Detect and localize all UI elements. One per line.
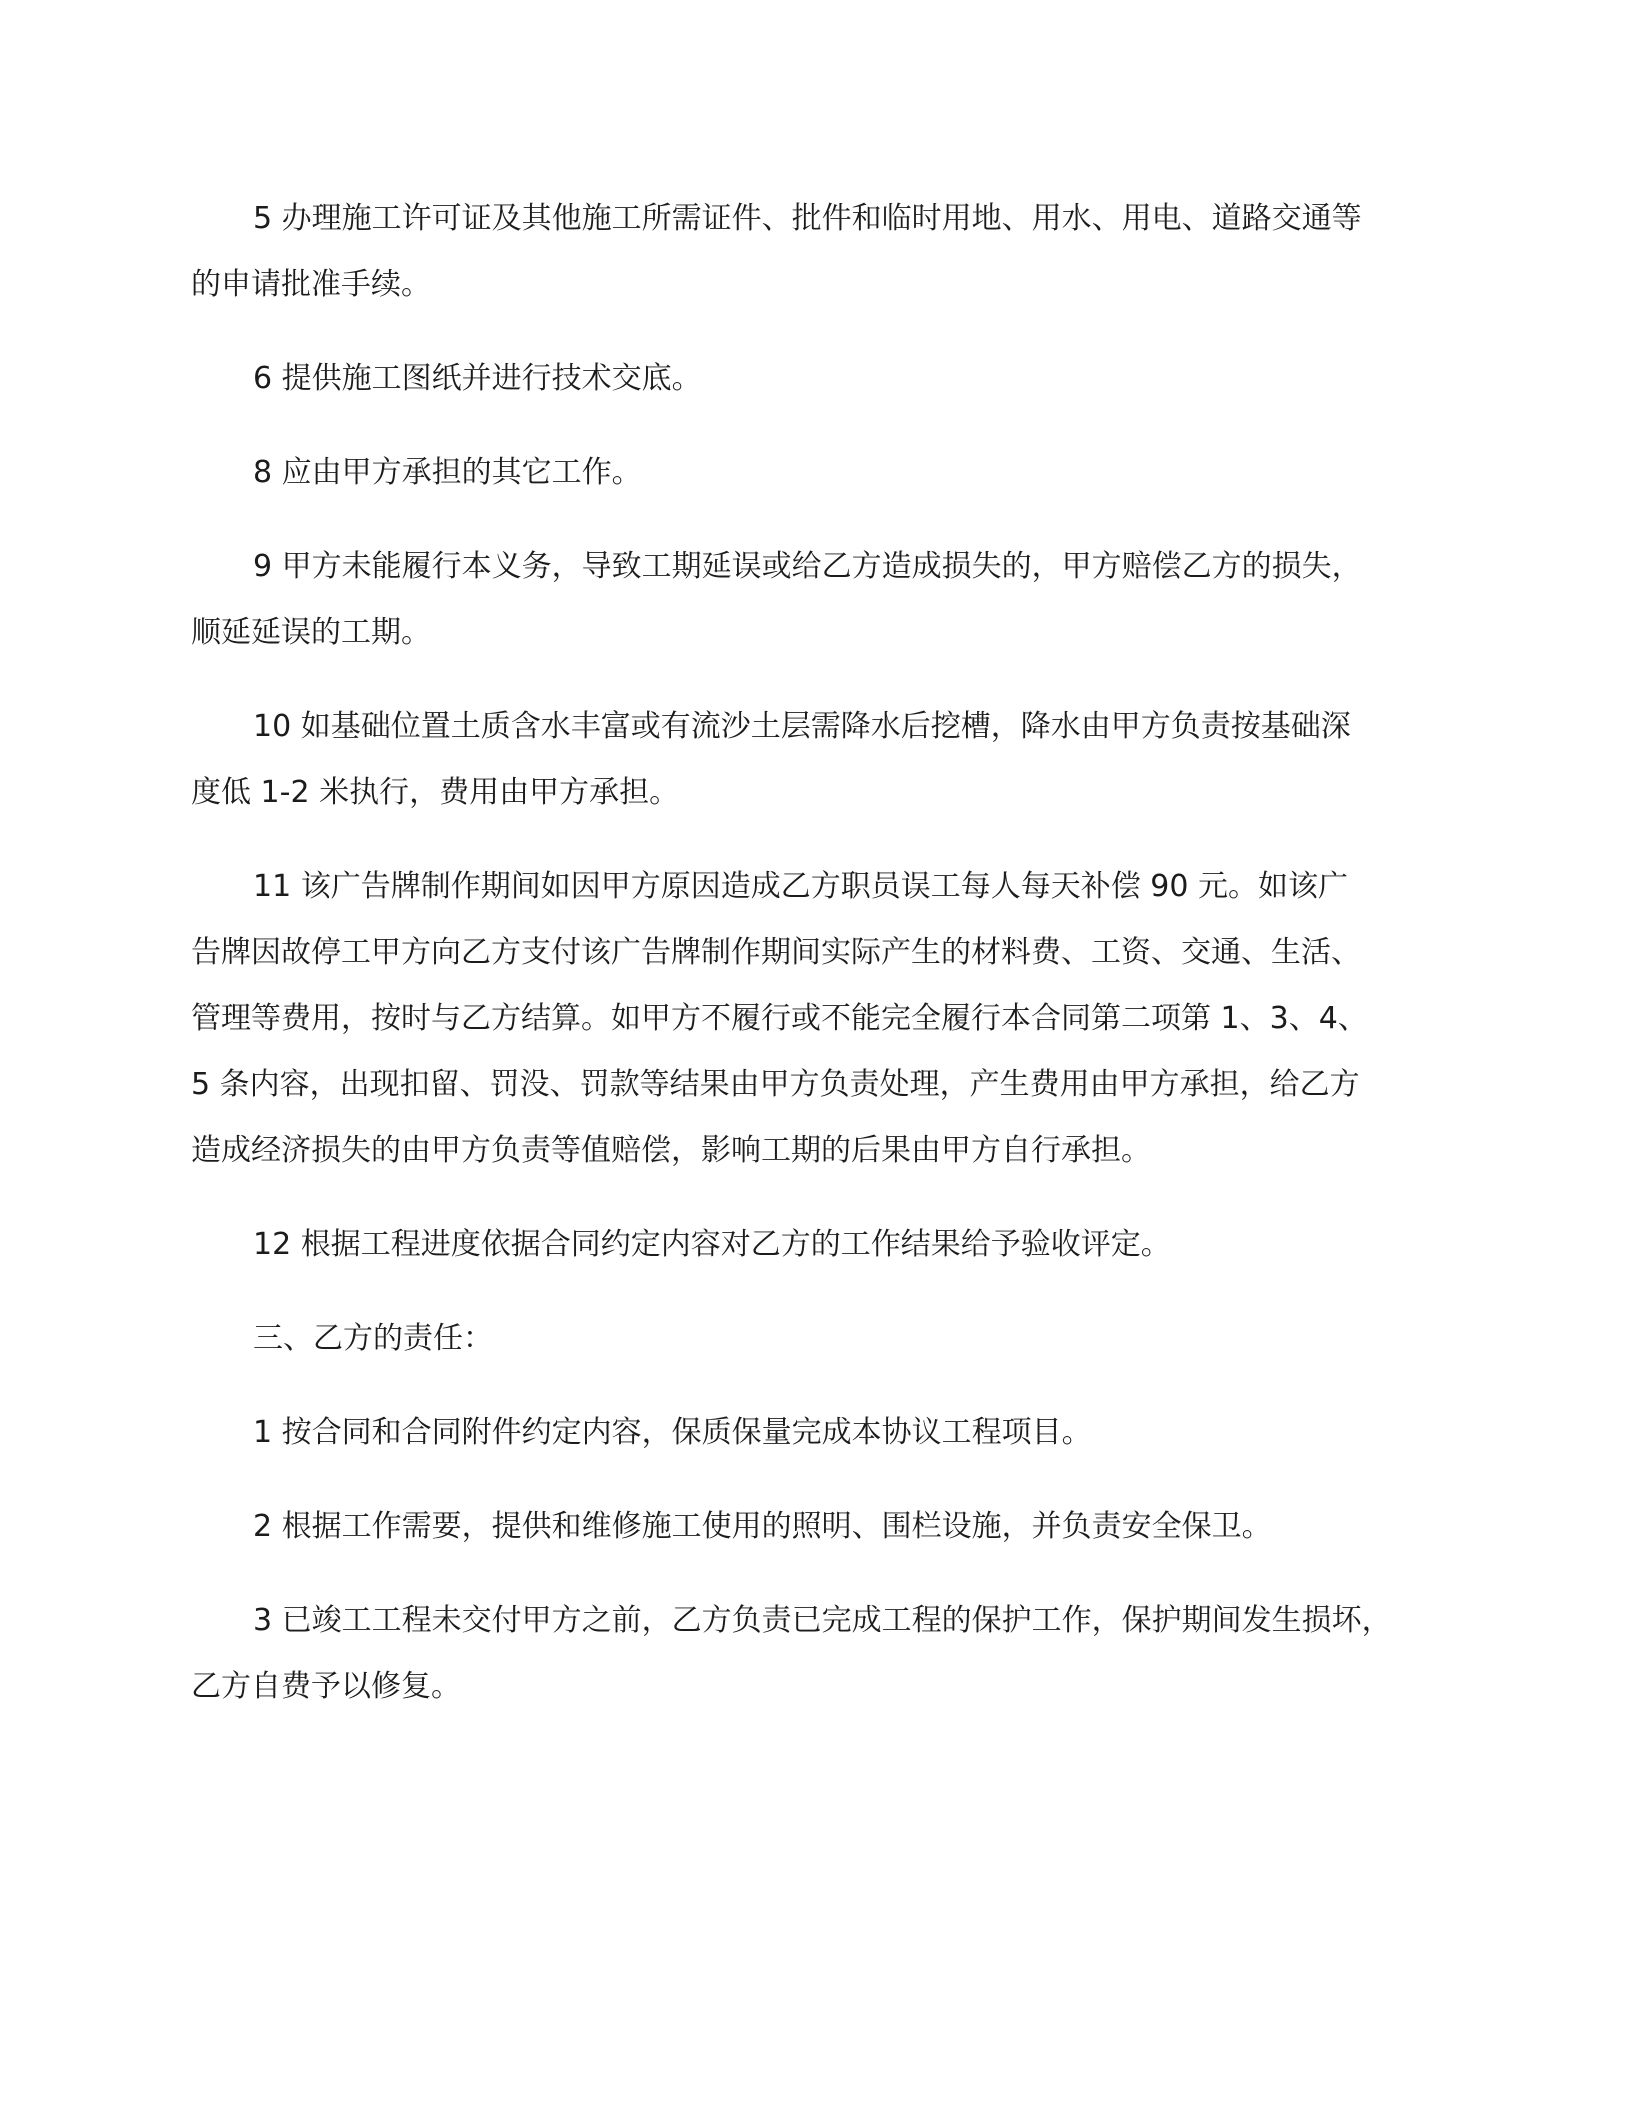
section-heading-party-b: 三、乙方的责任： [253,1321,493,1356]
paragraph-item-6: 6 提供施工图纸并进行技术交底。 [253,361,702,396]
paragraph-b-item-2: 2 根据工作需要，提供和维修施工使用的照明、围栏设施，并负责安全保卫。 [253,1509,1272,1544]
paragraph-item-5: 5 办理施工许可证及其他施工所需证件、批件和临时用地、用水、用电、道路交通等 的申请批准手续。 [191,201,1362,302]
paragraph-b-item-3: 3 已竣工工程未交付甲方之前，乙方负责已完成工程的保护工作，保护期间发生损坏， 乙方自费予以修复。 [191,1603,1392,1704]
paragraph-item-11: 11 该广告牌制作期间如因甲方原因造成乙方职员误工每人每天补偿 90 元。如该广 告牌因故停工甲方向乙方支付该广告牌制作期间实际产生的材料费、工资、交通、生活、 管理等费用，按时与乙方结算。如甲方不履行或不能完全履行本合同第二项第 1、3、4、 5 条内容，出现扣留、罚没、罚款等结果由甲方负责处理，产生费用由甲方承担，给乙方 造成经济损失的由甲方负责等值赔偿，影响工期的后果由甲方自行承担。 [191,869,1368,1168]
paragraph-item-12: 12 根据工程进度依据合同约定内容对乙方的工作结果给予验收评定。 [253,1227,1171,1262]
paragraph-item-9: 9 甲方未能履行本义务，导致工期延误或给乙方造成损失的，甲方赔偿乙方的损失， 顺延延误的工期。 [191,549,1362,650]
paragraph-item-10: 10 如基础位置土质含水丰富或有流沙土层需降水后挖槽，降水由甲方负责按基础深 度低 1-2 米执行，费用由甲方承担。 [191,709,1351,810]
paragraph-b-item-1: 1 按合同和合同附件约定内容，保质保量完成本协议工程项目。 [253,1415,1092,1450]
document-body [191,186,1441,1748]
paragraph-item-8: 8 应由甲方承担的其它工作。 [253,455,642,490]
